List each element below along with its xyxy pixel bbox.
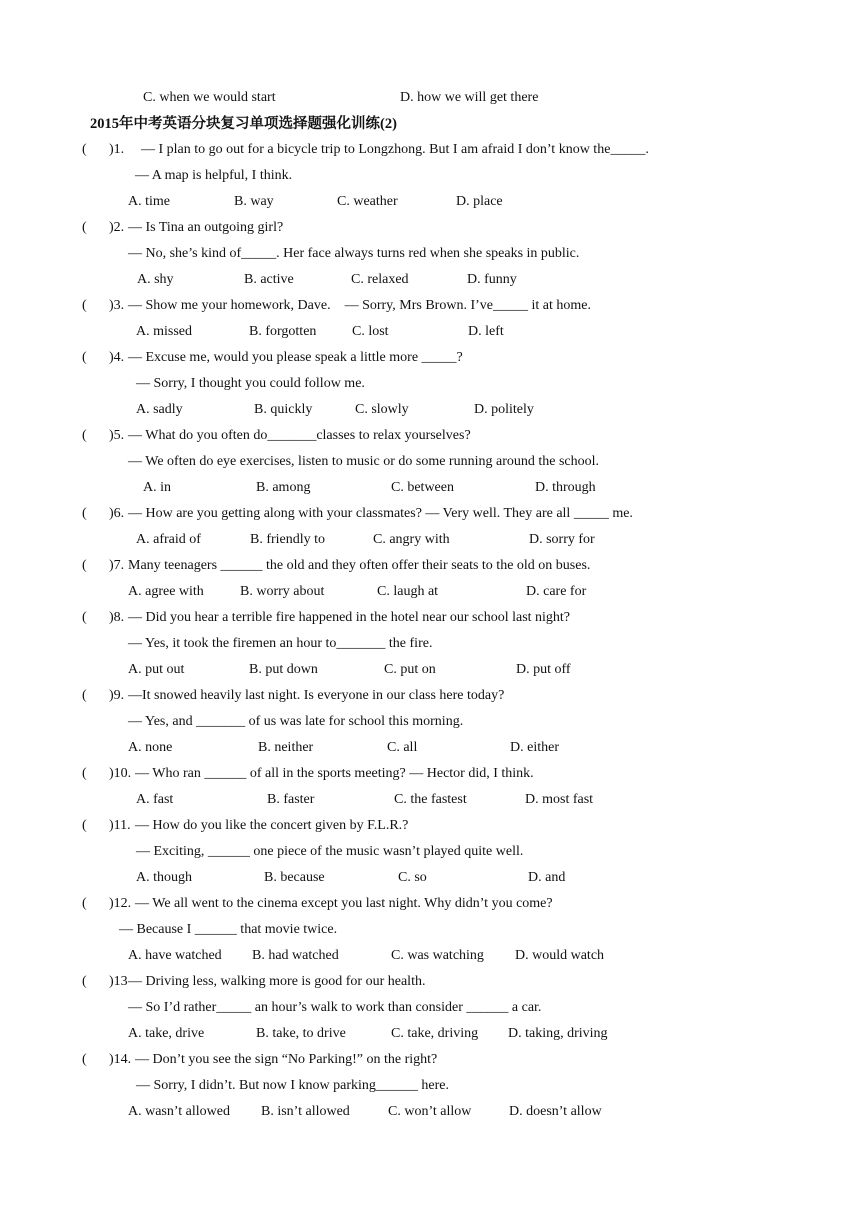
question-14-line-2: — Sorry, I didn’t. But now I know parking______ here. <box>136 1078 450 1093</box>
question-13-option-a: A. take, drive <box>128 1026 205 1041</box>
question-12-option-d: D. would watch <box>515 948 605 963</box>
question-number-12: )12. <box>109 896 132 911</box>
question-5-option-c: C. between <box>391 480 454 495</box>
question-3-option-c: C. lost <box>352 324 389 339</box>
answer-paren-open: ( <box>82 220 87 235</box>
question-11-line-1: — How do you like the concert given by F.L.R.? <box>135 818 409 833</box>
question-13-option-d: D. taking, driving <box>508 1026 608 1041</box>
question-1-option-c: C. weather <box>337 194 398 209</box>
question-7-option-a: A. agree with <box>128 584 204 599</box>
question-1-option-d: D. place <box>456 194 503 209</box>
answer-paren-open: ( <box>82 428 87 443</box>
question-number-9: )9. <box>109 688 125 703</box>
question-1-line-1: — I plan to go out for a bicycle trip to Longzhong. But I am afraid I don’t know the_____. <box>141 142 649 157</box>
question-5-line-1: — What do you often do_______classes to relax yourselves? <box>128 428 471 443</box>
question-1-option-a: A. time <box>128 194 170 209</box>
question-3-option-a: A. missed <box>136 324 192 339</box>
question-2-option-c: C. relaxed <box>351 272 409 287</box>
question-7-option-b: B. worry about <box>240 584 325 599</box>
question-2-option-b: B. active <box>244 272 294 287</box>
answer-paren-open: ( <box>82 688 87 703</box>
option-d: D. how we will get there <box>400 90 539 105</box>
question-11-option-a: A. though <box>136 870 192 885</box>
question-5-option-a: A. in <box>143 480 171 495</box>
question-number-1: )1. <box>109 142 125 157</box>
question-6-option-c: C. angry with <box>373 532 450 547</box>
question-9-line-1: —It snowed heavily last night. Is everyone in our class here today? <box>128 688 505 703</box>
question-3-line-1: — Show me your homework, Dave. — Sorry, Mrs Brown. I’ve_____ it at home. <box>128 298 591 313</box>
option-c: C. when we would start <box>143 90 276 105</box>
question-2-line-1: — Is Tina an outgoing girl? <box>128 220 284 235</box>
question-number-3: )3. <box>109 298 125 313</box>
question-10-option-b: B. faster <box>267 792 315 807</box>
question-6-option-d: D. sorry for <box>529 532 595 547</box>
section-title: 2015年中考英语分块复习单项选择题强化训练(2) <box>90 116 397 132</box>
question-5-option-b: B. among <box>256 480 311 495</box>
question-14-option-a: A. wasn’t allowed <box>128 1104 230 1119</box>
answer-paren-open: ( <box>82 350 87 365</box>
question-7-option-d: D. care for <box>526 584 587 599</box>
question-9-option-a: A. none <box>128 740 173 755</box>
question-8-option-c: C. put on <box>384 662 436 677</box>
question-9-option-b: B. neither <box>258 740 314 755</box>
question-4-line-1: — Excuse me, would you please speak a little more _____? <box>128 350 463 365</box>
question-2-line-2: — No, she’s kind of_____. Her face always turns red when she speaks in public. <box>128 246 580 261</box>
answer-paren-open: ( <box>82 506 87 521</box>
question-9-option-c: C. all <box>387 740 418 755</box>
question-8-option-d: D. put off <box>516 662 571 677</box>
question-7-line-1: Many teenagers ______ the old and they often offer their seats to the old on buses. <box>128 558 591 573</box>
question-14-option-d: D. doesn’t allow <box>509 1104 602 1119</box>
answer-paren-open: ( <box>82 766 87 781</box>
question-8-option-b: B. put down <box>249 662 318 677</box>
answer-paren-open: ( <box>82 298 87 313</box>
question-13-line-1: — Driving less, walking more is good for our health. <box>128 974 426 989</box>
question-number-2: )2. <box>109 220 125 235</box>
question-12-line-1: — We all went to the cinema except you last night. Why didn’t you come? <box>135 896 553 911</box>
question-number-8: )8. <box>109 610 125 625</box>
question-2-option-a: A. shy <box>137 272 174 287</box>
question-11-line-2: — Exciting, ______ one piece of the music wasn’t played quite well. <box>136 844 524 859</box>
question-number-4: )4. <box>109 350 125 365</box>
question-6-option-a: A. afraid of <box>136 532 201 547</box>
question-2-option-d: D. funny <box>467 272 517 287</box>
question-4-option-a: A. sadly <box>136 402 183 417</box>
question-4-option-c: C. slowly <box>355 402 409 417</box>
question-12-option-c: C. was watching <box>391 948 484 963</box>
question-3-option-d: D. left <box>468 324 504 339</box>
question-14-option-b: B. isn’t allowed <box>261 1104 350 1119</box>
question-5-line-2: — We often do eye exercises, listen to music or do some running around the school. <box>128 454 600 469</box>
question-14-option-c: C. won’t allow <box>388 1104 472 1119</box>
question-10-option-d: D. most fast <box>525 792 594 807</box>
question-6-line-1: — How are you getting along with your classmates? — Very well. They are all _____ me. <box>128 506 633 521</box>
question-10-option-c: C. the fastest <box>394 792 467 807</box>
answer-paren-open: ( <box>82 974 87 989</box>
question-3-option-b: B. forgotten <box>249 324 317 339</box>
question-8-option-a: A. put out <box>128 662 185 677</box>
question-number-7: )7. <box>109 558 125 573</box>
question-8-line-2: — Yes, it took the firemen an hour to_______ the fire. <box>128 636 433 651</box>
question-8-line-1: — Did you hear a terrible fire happened in the hotel near our school last night? <box>128 610 571 625</box>
question-12-option-b: B. had watched <box>252 948 339 963</box>
question-number-6: )6. <box>109 506 125 521</box>
question-number-11: )11. <box>109 818 131 833</box>
question-6-option-b: B. friendly to <box>250 532 326 547</box>
question-11-option-c: C. so <box>398 870 427 885</box>
question-4-option-b: B. quickly <box>254 402 313 417</box>
question-12-option-a: A. have watched <box>128 948 222 963</box>
question-5-option-d: D. through <box>535 480 596 495</box>
question-9-line-2: — Yes, and _______ of us was late for school this morning. <box>128 714 464 729</box>
question-11-option-d: D. and <box>528 870 566 885</box>
answer-paren-open: ( <box>82 142 87 157</box>
answer-paren-open: ( <box>82 610 87 625</box>
answer-paren-open: ( <box>82 1052 87 1067</box>
question-1-line-2: — A map is helpful, I think. <box>135 168 293 183</box>
question-13-line-2: — So I’d rather_____ an hour’s walk to work than consider ______ a car. <box>128 1000 542 1015</box>
answer-paren-open: ( <box>82 558 87 573</box>
question-13-option-b: B. take, to drive <box>256 1026 346 1041</box>
question-number-10: )10. <box>109 766 132 781</box>
question-14-line-1: — Don’t you see the sign “No Parking!” on the right? <box>135 1052 438 1067</box>
question-7-option-c: C. laugh at <box>377 584 439 599</box>
question-number-5: )5. <box>109 428 125 443</box>
question-12-line-2: — Because I ______ that movie twice. <box>119 922 338 937</box>
question-13-option-c: C. take, driving <box>391 1026 479 1041</box>
question-4-line-2: — Sorry, I thought you could follow me. <box>136 376 365 391</box>
question-1-option-b: B. way <box>234 194 274 209</box>
question-10-option-a: A. fast <box>136 792 174 807</box>
question-number-14: )14. <box>109 1052 132 1067</box>
question-10-line-1: — Who ran ______ of all in the sports meeting? — Hector did, I think. <box>135 766 534 781</box>
answer-paren-open: ( <box>82 896 87 911</box>
question-9-option-d: D. either <box>510 740 559 755</box>
answer-paren-open: ( <box>82 818 87 833</box>
question-number-13: )13 <box>109 974 128 989</box>
question-11-option-b: B. because <box>264 870 325 885</box>
question-4-option-d: D. politely <box>474 402 534 417</box>
